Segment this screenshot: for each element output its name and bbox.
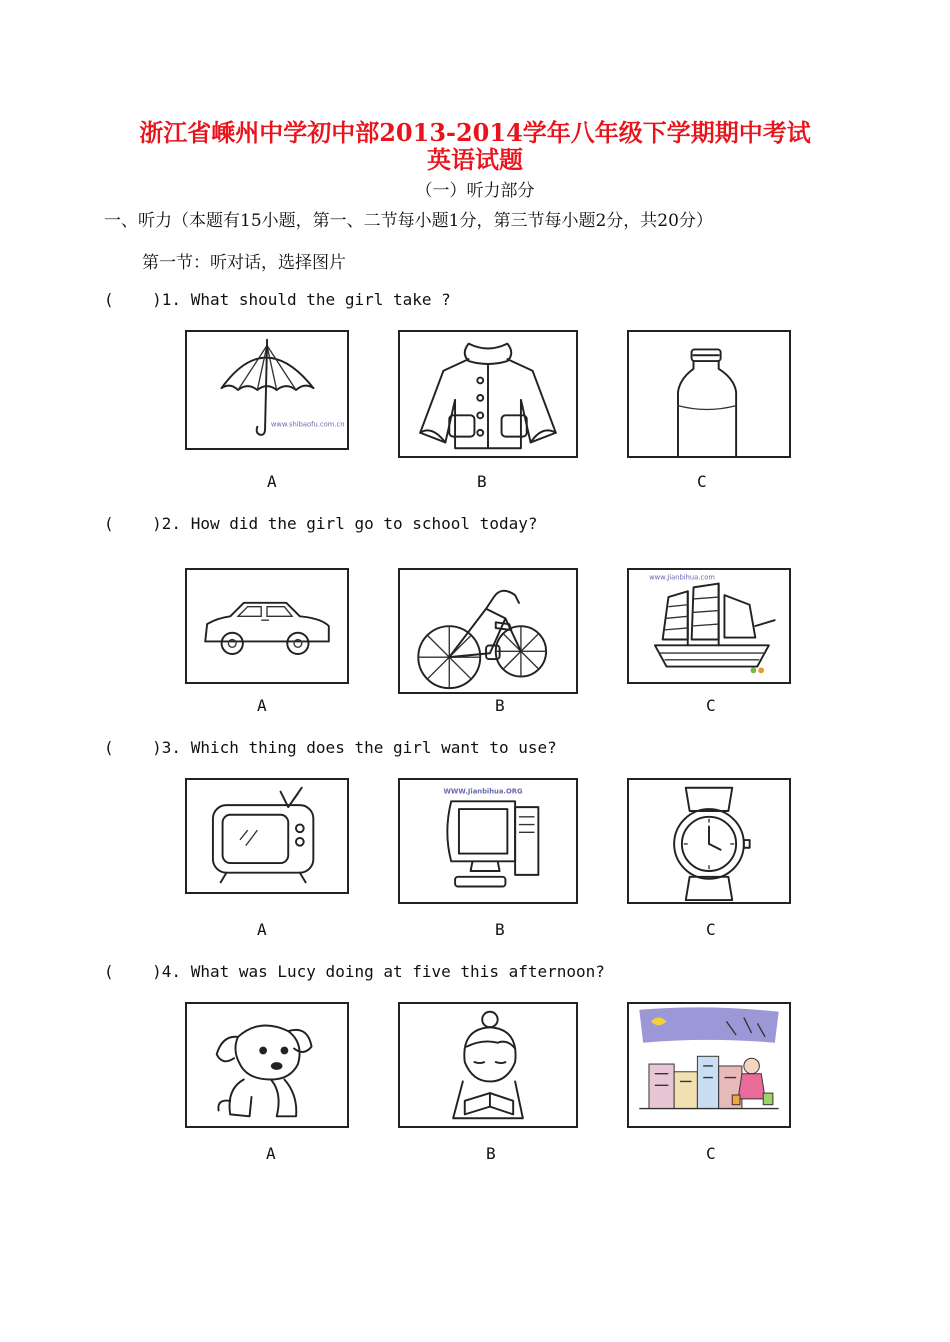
svg-text:WWW.Jianbihua.ORG: WWW.Jianbihua.ORG [443,787,523,796]
option-1b-picture[interactable] [398,330,578,458]
coat-icon [400,332,576,456]
option-2c-label: C [706,696,716,715]
option-4c-label: C [706,1144,716,1163]
title-line-1: 浙江省嵊州中学初中部2013-2014学年八年级下学期期中考试 [139,118,811,147]
option-3a-label: A [257,920,267,939]
question-4: ( )4. What was Lucy doing at five this afternoon? [104,962,605,981]
option-2a-picture[interactable] [185,568,349,684]
option-1c-picture[interactable] [627,330,791,458]
option-3b-picture[interactable] [398,778,578,904]
option-4b-label: B [486,1144,496,1163]
option-1b-label: B [477,472,487,491]
section-heading: 第一节：听对话，选择图片 [142,253,346,273]
option-4a-picture[interactable] [185,1002,349,1128]
option-3a-picture[interactable] [185,778,349,894]
girl-reading-icon [400,1004,576,1126]
option-3b-label: B [495,920,505,939]
option-2c-picture[interactable] [627,568,791,684]
option-4b-picture[interactable] [398,1002,578,1128]
computer-icon [400,780,576,902]
question-2: ( )2. How did the girl go to school today? [104,514,538,533]
option-1a-picture[interactable] [185,330,349,450]
option-1c-label: C [697,472,707,491]
option-2b-picture[interactable] [398,568,578,694]
question-1: ( )1. What should the girl take ? [104,290,451,309]
listening-instruction: 一、听力（本题有15小题，第一、二节每小题1分，第三节每小题2分，共20分） [104,211,713,231]
svg-text:www.Jianbihua.com: www.Jianbihua.com [649,573,715,582]
section-subtitle: （一）听力部分 [415,181,535,201]
dog-icon [187,1004,347,1126]
bicycle-icon [400,570,576,692]
wristwatch-icon [629,780,789,902]
option-2a-label: A [257,696,267,715]
television-icon [187,780,347,892]
sailing-ship-icon [629,570,789,682]
question-3: ( )3. Which thing does the girl want to use? [104,738,557,757]
option-2b-label: B [495,696,505,715]
option-4c-picture[interactable] [627,1002,791,1128]
svg-text:www.shibaofu.com.cn: www.shibaofu.com.cn [270,420,345,429]
option-1a-label: A [267,472,277,491]
option-4a-label: A [266,1144,276,1163]
bottle-icon [629,332,789,456]
option-3c-label: C [706,920,716,939]
option-3c-picture[interactable] [627,778,791,904]
car-icon [187,570,347,682]
title-line-2: 英语试题 [427,145,523,174]
umbrella-icon [187,332,347,448]
shopping-street-icon [629,1004,789,1126]
